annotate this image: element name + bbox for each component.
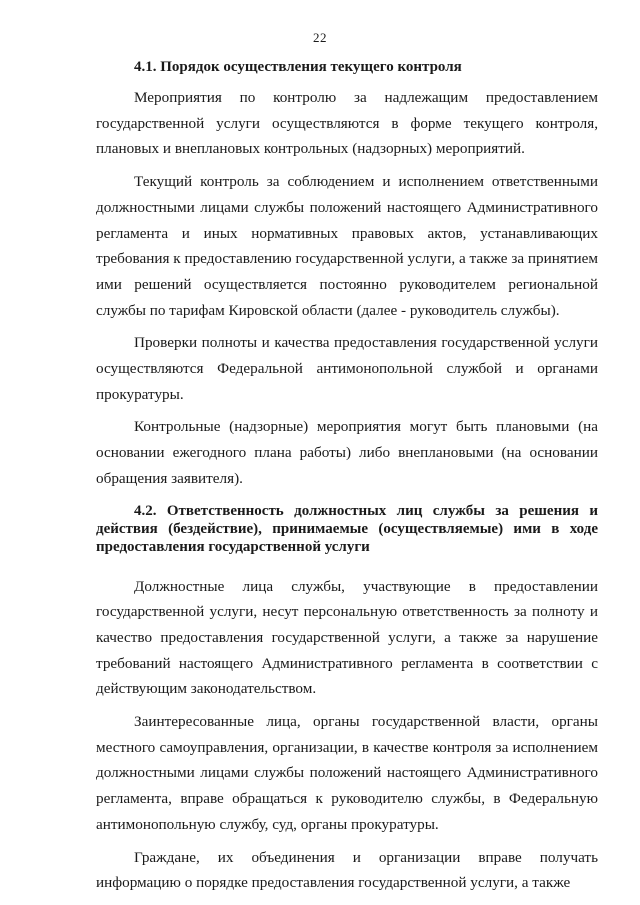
paragraph: Граждане, их объединения и организации вправе получать информацию о порядке предоставления государственной услуги, а также bbox=[96, 848, 598, 892]
paragraph: Текущий контроль за соблюдением и исполнением ответственными должностными лицами службы положений настоящего Административного регламента и иных нормативных правовых актов, устанавливающих требования к предоставлению государственной услуги, а также за принятием ими решений осуществляется постоянно руководителем региональной службы по тарифам Кировской области (далее - руководитель службы). bbox=[96, 173, 598, 319]
paragraph: Должностные лица службы, участвующие в предоставлении государственной услуги, несут персональную ответственность за полноту и качество предоставления государственной услуги, а также за нарушение требований настоящего Административного регламента в соответствии с действующим законодательством. bbox=[96, 577, 598, 698]
page-number: 22 bbox=[313, 30, 327, 45]
paragraph: Мероприятия по контролю за надлежащим предоставлением государственной услуги осуществляются в форме текущего контроля, плановых и внеплановых контрольных (надзорных) мероприятий. bbox=[96, 89, 598, 158]
paragraph: Проверки полноты и качества предоставления государственной услуги осуществляются Федеральной антимонопольной службой и органами прокуратуры. bbox=[96, 334, 598, 403]
paragraph: Заинтересованные лица, органы государственной власти, органы местного самоуправления, организации, в качестве контроля за исполнением должностными лицами службы положений настоящего Административного регламента, вправе обращаться к руководителю службы, в Федеральную антимонопольную службу, суд, органы прокуратуры. bbox=[96, 713, 598, 833]
document-body bbox=[96, 58, 598, 896]
section-heading-4-2: 4.2. Ответственность должностных лиц службы за решения и действия (бездействие), принимаемые (осуществляемые) ими в ходе предоставления государственной услуги bbox=[96, 502, 598, 555]
section-heading-4-1: 4.1. Порядок осуществления текущего контроля bbox=[134, 59, 462, 75]
paragraph: Контрольные (надзорные) мероприятия могут быть плановыми (на основании ежегодного плана работы) либо внеплановыми (на основании обращения заявителя). bbox=[96, 418, 598, 487]
